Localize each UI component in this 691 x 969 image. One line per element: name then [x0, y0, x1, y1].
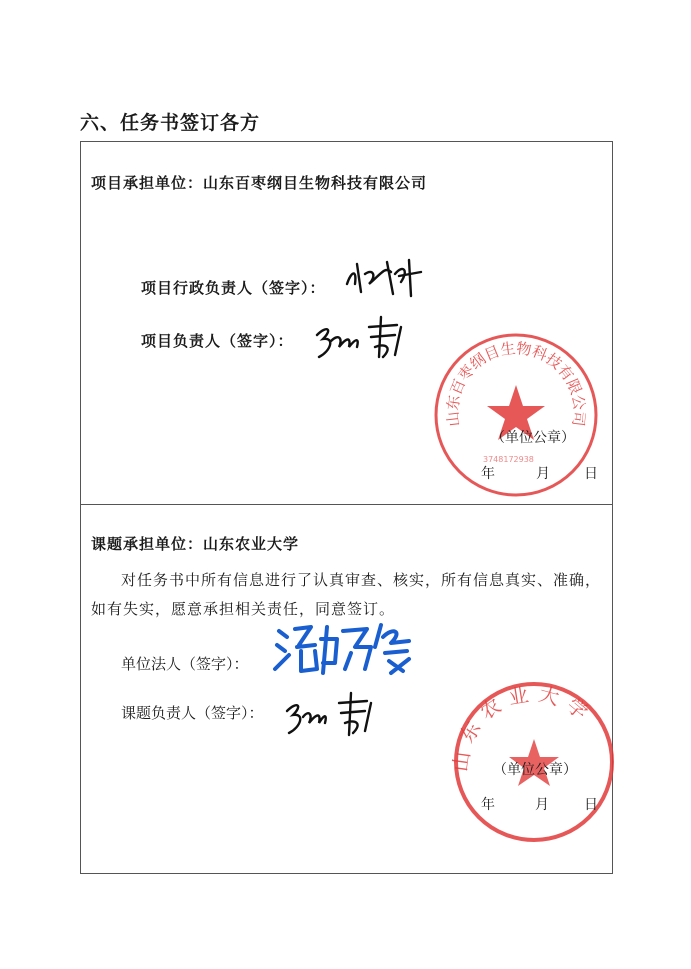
section-title: 六、任务书签订各方 [80, 112, 261, 134]
admin-leader-label: 项目行政负责人（签字）： [141, 279, 326, 297]
company-seal-ring-text: 山东百枣纲目生物科技有限公司 [443, 339, 589, 428]
project-date-month: 月 [536, 466, 550, 482]
company-seal-number: 3748172938 [483, 455, 534, 464]
subject-leader-signature [281, 685, 391, 745]
project-date-day: 日 [584, 466, 598, 482]
project-leader-label: 项目负责人（签字）： [141, 332, 294, 350]
project-unit-label: 项目承担单位：山东百枣纲目生物科技有限公司 [91, 174, 428, 192]
subject-seal-caption: （单位公章） [493, 762, 577, 778]
admin-leader-signature [339, 254, 429, 299]
legal-rep-signature [271, 617, 421, 682]
university-seal-ring-text: 山东农业大学 [447, 681, 599, 774]
legal-rep-label: 单位法人（签字）： [121, 655, 249, 673]
statement-line-2: 如有失实，愿意承担相关责任，同意签订。 [91, 600, 396, 618]
subject-leader-label: 课题负责人（签字）： [121, 704, 264, 722]
project-leader-signature [309, 307, 419, 367]
statement-line-1: 对任务书中所有信息进行了认真审查、核实，所有信息真实、准确， [121, 571, 602, 589]
subject-date-month: 月 [535, 797, 549, 813]
subject-unit-section [80, 504, 613, 874]
project-date-year: 年 [481, 466, 495, 482]
project-unit-section [80, 141, 613, 505]
subject-date-day: 日 [584, 797, 598, 813]
project-seal-caption: （单位公章） [491, 430, 575, 446]
subject-date-year: 年 [481, 797, 495, 813]
company-seal [431, 330, 601, 500]
subject-unit-label: 课题承担单位：山东农业大学 [91, 535, 300, 553]
